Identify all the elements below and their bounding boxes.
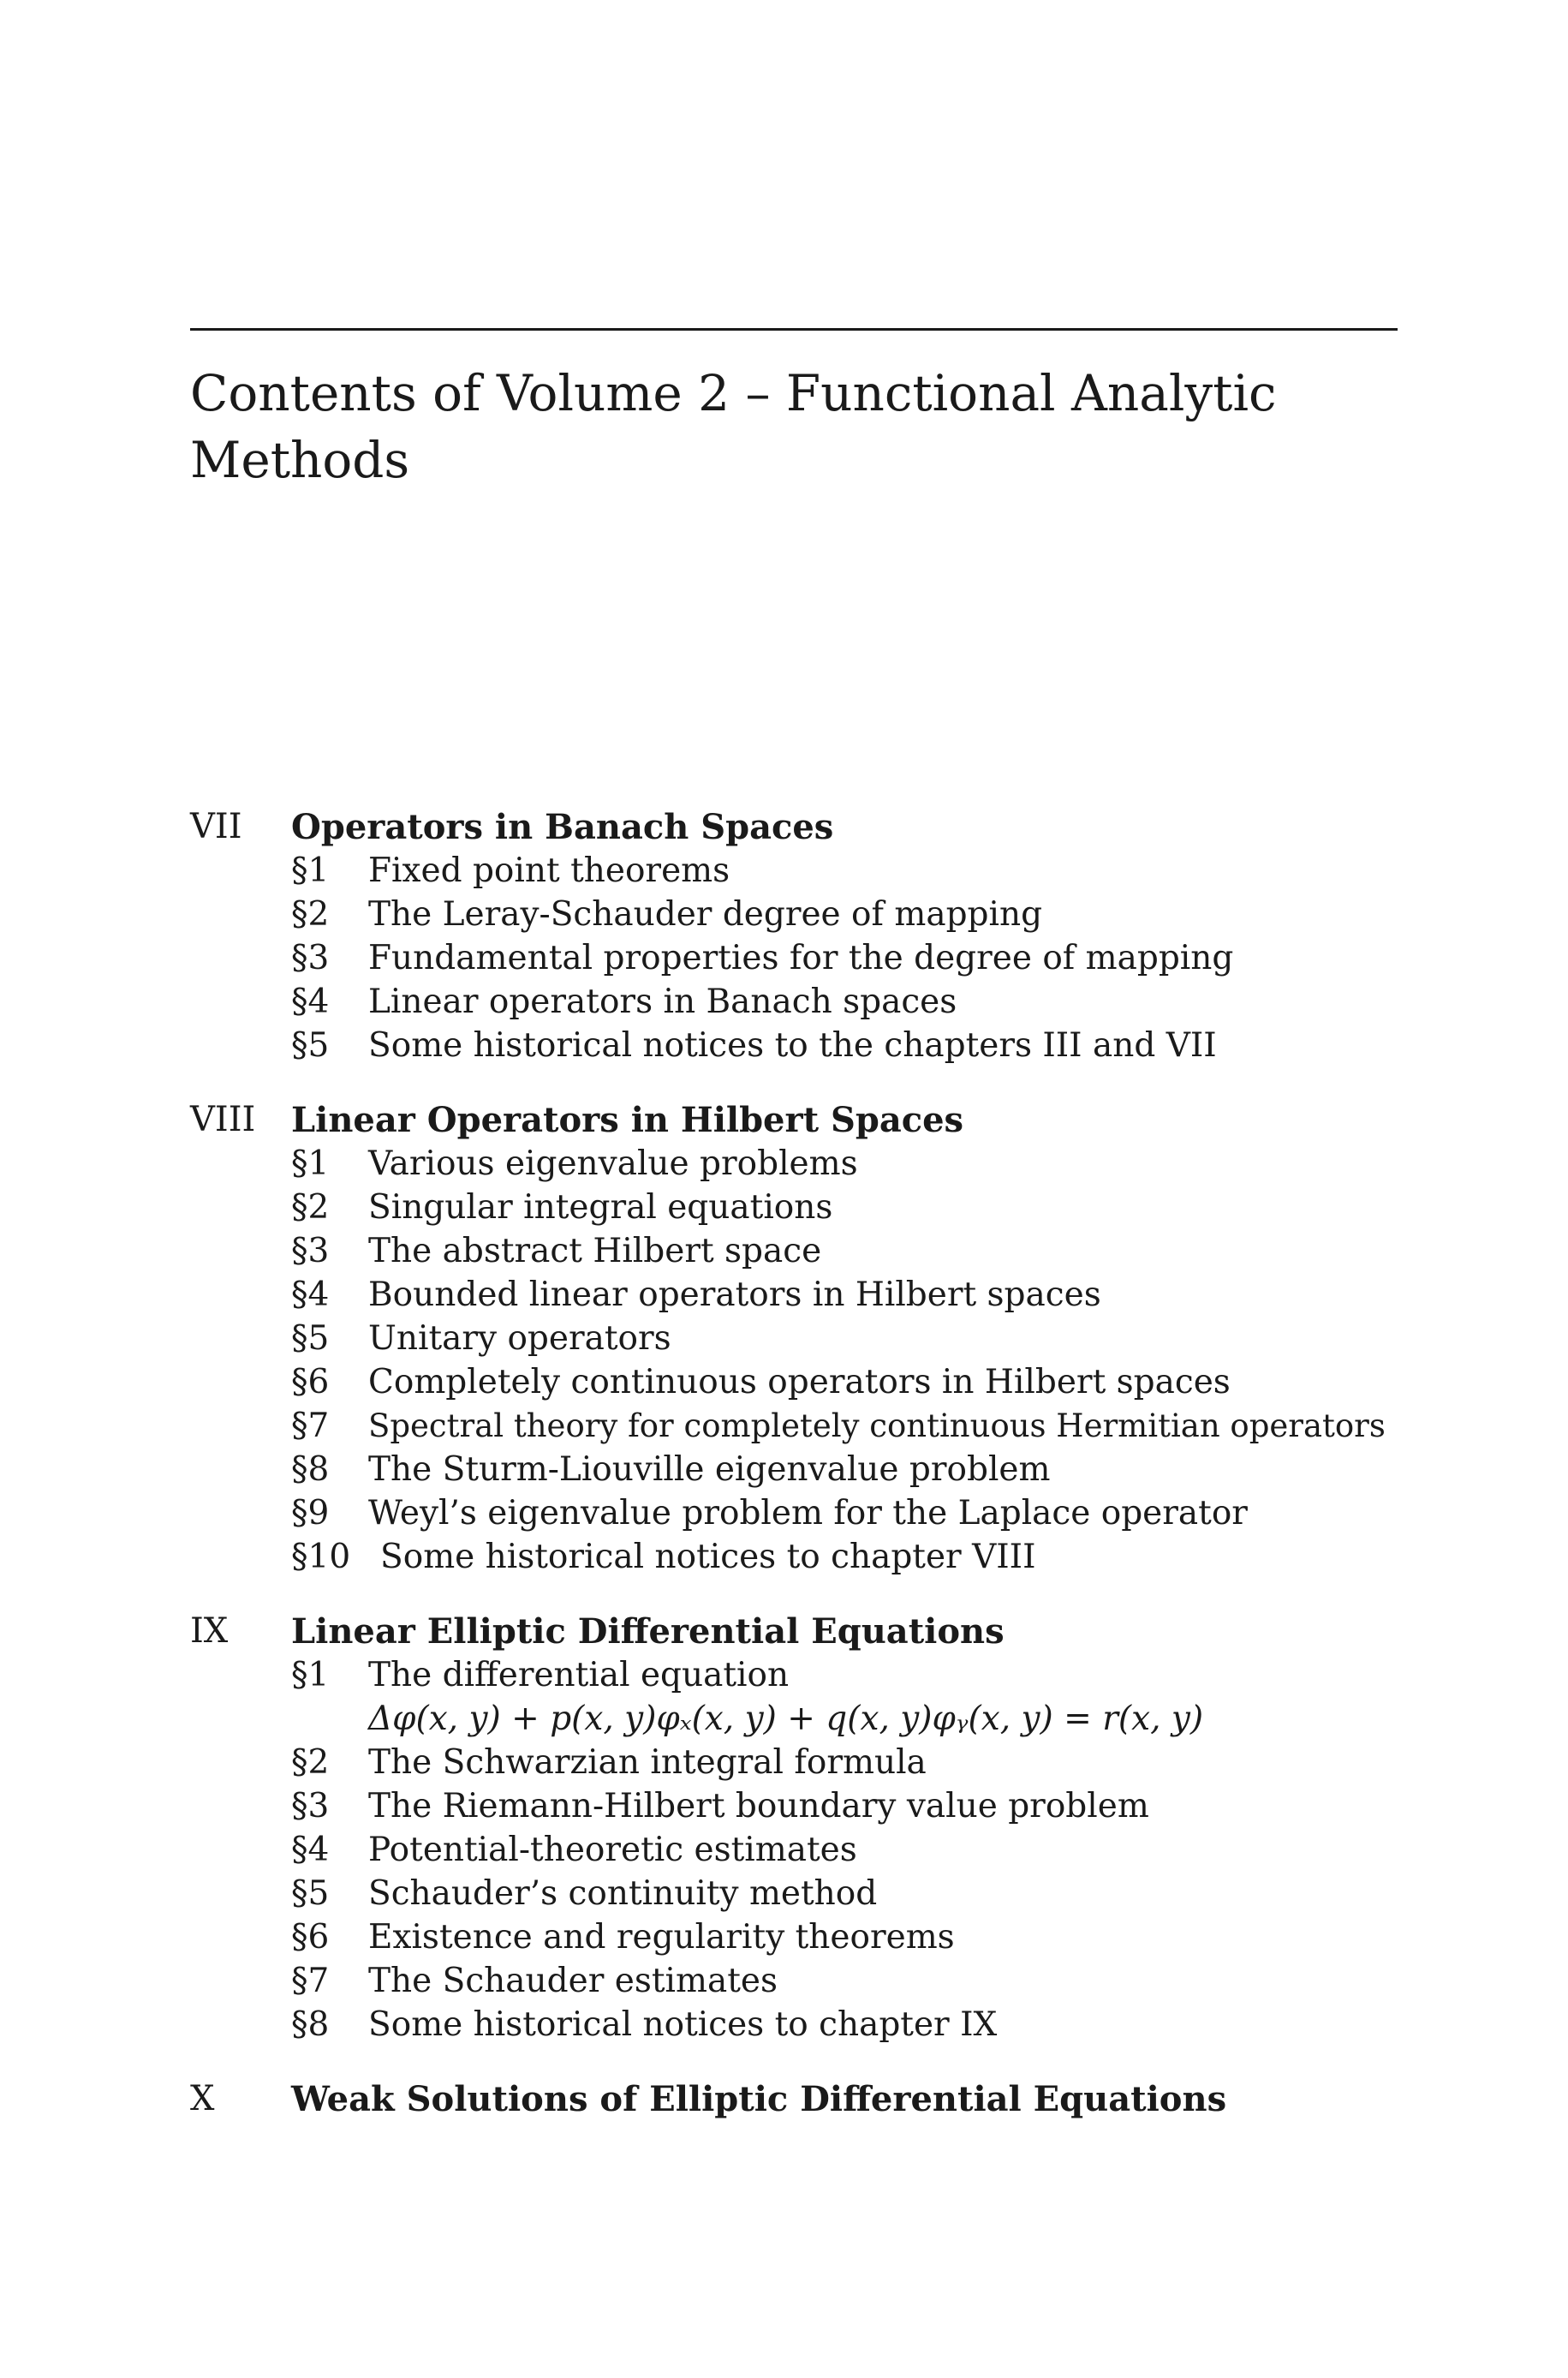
section-number: §5 <box>291 1026 330 1065</box>
section-entry[interactable] <box>190 1404 1398 1448</box>
section-formula: Δφ(x, y) + p(x, y)φₓ(x, y) + q(x, y)φᵧ(x, y) = r(x, y) <box>368 1700 1204 1738</box>
page-title <box>190 360 1398 493</box>
section-number: §8 <box>291 1450 330 1489</box>
chapter-viii <box>190 1098 1398 1579</box>
section-entry[interactable] <box>190 1653 1398 1697</box>
section-entry[interactable] <box>190 1448 1398 1491</box>
section-number: §3 <box>291 939 330 977</box>
chapter-number: VIII <box>190 1100 256 1139</box>
section-title: Some historical notices to the chapters III and VII <box>368 1026 1217 1065</box>
section-number: §5 <box>291 1874 330 1913</box>
chapter-x <box>190 2077 1398 2121</box>
section-entry[interactable] <box>190 2003 1398 2046</box>
section-title: Various eigenvalue problems <box>368 1144 858 1183</box>
chapter-title: Weak Solutions of Elliptic Differential Equations <box>291 2079 1227 2119</box>
section-title: Some historical notices to chapter VIII <box>380 1538 1036 1576</box>
page-title-line-1: Contents of Volume 2 – Functional Analytic <box>190 364 1277 422</box>
chapter-number: IX <box>190 1611 229 1651</box>
chapter-title: Linear Operators in Hilbert Spaces <box>291 1100 964 1140</box>
section-title: The Schwarzian integral formula <box>368 1743 927 1782</box>
section-entry[interactable] <box>190 1142 1398 1186</box>
chapter-title: Linear Elliptic Differential Equations <box>291 1611 1005 1652</box>
section-number: §10 <box>291 1538 351 1576</box>
table-of-contents <box>190 805 1398 2152</box>
chapter-number: X <box>190 2079 215 2118</box>
section-number: §2 <box>291 895 330 934</box>
chapter-heading[interactable] <box>190 805 1398 849</box>
section-title: Linear operators in Banach spaces <box>368 983 957 1021</box>
section-entry[interactable] <box>190 849 1398 893</box>
section-number: §1 <box>291 1144 330 1183</box>
section-number: §5 <box>291 1319 330 1358</box>
chapter-heading[interactable] <box>190 1098 1398 1142</box>
section-number: §4 <box>291 1276 330 1314</box>
section-number: §2 <box>291 1743 330 1782</box>
section-title: Fundamental properties for the degree of mapping <box>368 939 1234 977</box>
section-title: Weyl’s eigenvalue problem for the Laplace operator <box>368 1494 1248 1533</box>
chapter-heading[interactable] <box>190 1610 1398 1653</box>
section-title: Bounded linear operators in Hilbert spaces <box>368 1276 1101 1314</box>
section-number: §7 <box>291 1962 330 2000</box>
section-title: Spectral theory for completely continuous Hermitian operators <box>368 1407 1386 1444</box>
section-title: Fixed point theorems <box>368 851 730 890</box>
chapter-heading[interactable] <box>190 2077 1398 2121</box>
section-entry[interactable] <box>190 1872 1398 1915</box>
section-title: Completely continuous operators in Hilbert spaces <box>368 1363 1231 1401</box>
section-number: §6 <box>291 1363 330 1401</box>
section-entry[interactable] <box>190 1828 1398 1872</box>
section-title: The Schauder estimates <box>368 1962 778 2000</box>
section-entry[interactable] <box>190 893 1398 936</box>
section-number: §4 <box>291 1831 330 1869</box>
section-entry[interactable] <box>190 1915 1398 1959</box>
section-title: The differential equation <box>368 1656 790 1694</box>
section-entry[interactable] <box>190 1491 1398 1535</box>
section-title: The Riemann-Hilbert boundary value problem <box>368 1787 1149 1825</box>
section-number: §8 <box>291 2005 330 2044</box>
section-entry[interactable] <box>190 1784 1398 1828</box>
section-entry[interactable] <box>190 1024 1398 1067</box>
section-number: §3 <box>291 1232 330 1270</box>
section-title: Schauder’s continuity method <box>368 1874 878 1913</box>
section-title: Existence and regularity theorems <box>368 1918 955 1957</box>
page-title-line-2: Methods <box>190 431 410 489</box>
section-title: Potential-theoretic estimates <box>368 1831 857 1869</box>
section-entry[interactable] <box>190 936 1398 980</box>
section-title: Some historical notices to chapter IX <box>368 2005 998 2044</box>
section-number: §7 <box>291 1407 330 1445</box>
section-title: Singular integral equations <box>368 1188 833 1227</box>
chapter-number: VII <box>190 807 242 846</box>
section-entry[interactable] <box>190 1741 1398 1784</box>
section-number: §9 <box>291 1494 330 1533</box>
section-entry[interactable] <box>190 1229 1398 1273</box>
section-entry[interactable] <box>190 1360 1398 1404</box>
section-entry[interactable] <box>190 1959 1398 2003</box>
section-entry[interactable] <box>190 1317 1398 1360</box>
section-entry[interactable] <box>190 1535 1398 1579</box>
section-number: §1 <box>291 851 330 890</box>
section-number: §4 <box>291 983 330 1021</box>
section-entry[interactable] <box>190 1273 1398 1317</box>
section-title: The Leray-Schauder degree of mapping <box>368 895 1043 934</box>
section-number: §6 <box>291 1918 330 1957</box>
section-title: Unitary operators <box>368 1319 671 1358</box>
section-title: The Sturm-Liouville eigenvalue problem <box>368 1450 1051 1489</box>
chapter-vii <box>190 805 1398 1067</box>
section-entry[interactable] <box>190 1186 1398 1229</box>
section-number: §1 <box>291 1656 330 1694</box>
section-title: The abstract Hilbert space <box>368 1232 822 1270</box>
chapter-ix <box>190 1610 1398 2046</box>
chapter-title: Operators in Banach Spaces <box>291 807 834 847</box>
section-formula-line <box>190 1697 1398 1741</box>
section-entry[interactable] <box>190 980 1398 1024</box>
section-number: §3 <box>291 1787 330 1825</box>
top-rule <box>190 328 1398 331</box>
section-number: §2 <box>291 1188 330 1227</box>
